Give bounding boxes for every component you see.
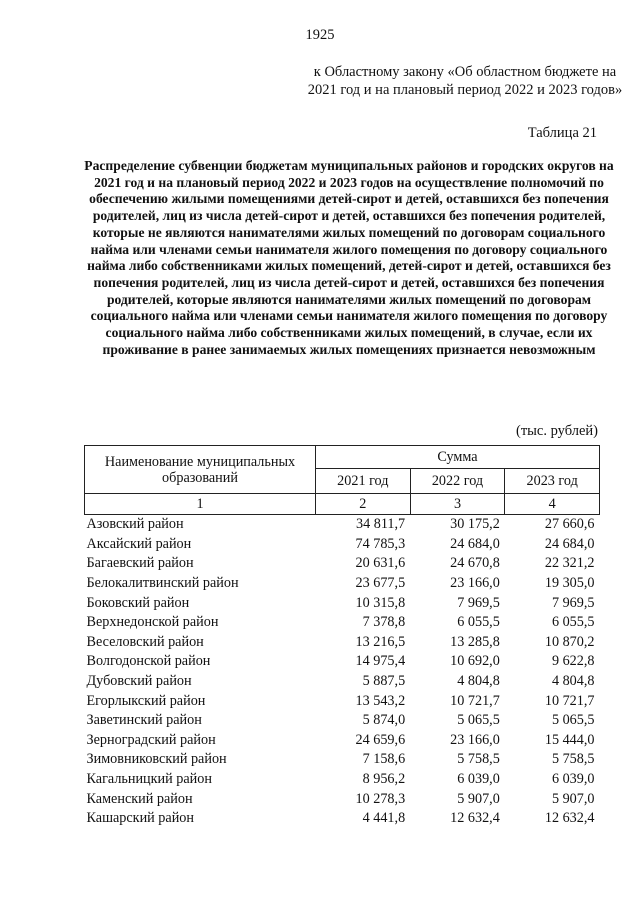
municipality-name: Кашарский район: [86, 810, 194, 827]
municipality-name: Дубовский район: [86, 673, 192, 690]
value-2022: 24 684,0: [450, 535, 500, 552]
value-2021: 20 631,6: [355, 555, 406, 572]
value-2023: 7 969,5: [551, 594, 595, 611]
value-2021: 10 278,3: [355, 790, 406, 807]
value-2023: 6 055,5: [551, 614, 595, 631]
value-2023: 4 804,8: [551, 673, 595, 690]
value-2021: 13 543,2: [355, 692, 406, 709]
municipality-name: Егорлыкский район: [86, 692, 206, 709]
header-year-2022: 2022 год: [410, 469, 505, 494]
value-2021: 13 216,5: [355, 633, 406, 650]
table-row: [85, 672, 600, 692]
value-2023: 15 444,0: [544, 731, 595, 748]
municipality-name: Веселовский район: [86, 633, 204, 650]
value-2023: 10 721,7: [544, 692, 595, 709]
table-row: [85, 652, 600, 672]
table-row: [85, 691, 600, 711]
table-row: [85, 613, 600, 633]
value-2021: 74 785,3: [355, 535, 406, 552]
municipality-name: Верхнедонской район: [86, 614, 219, 631]
table-row: [85, 574, 600, 594]
table-row: [85, 515, 600, 535]
municipality-name: Кагальницкий район: [86, 771, 212, 788]
table-label: Таблица 21: [527, 125, 597, 141]
table-row: [85, 750, 600, 770]
value-2023: 24 684,0: [544, 535, 595, 552]
column-number: 4: [505, 494, 600, 515]
table-row: [85, 770, 600, 790]
municipality-name: Багаевский район: [86, 555, 194, 572]
value-2021: 14 975,4: [355, 653, 406, 670]
municipality-name: Волгодонской район: [86, 653, 211, 670]
value-2023: 5 065,5: [551, 712, 595, 729]
value-2021: 24 659,6: [355, 731, 406, 748]
units-label: (тыс. рублей): [516, 423, 598, 439]
value-2022: 5 065,5: [457, 712, 500, 729]
value-2023: 9 622,8: [551, 653, 595, 670]
header-name: Наименование муниципальных образований: [85, 446, 316, 494]
value-2023: 10 870,2: [544, 633, 595, 650]
value-2023: 5 907,0: [551, 790, 595, 807]
value-2022: 6 055,5: [457, 614, 500, 631]
table-row: [85, 633, 600, 653]
table-row: [85, 535, 600, 555]
subvention-table: [84, 445, 600, 829]
table-row: [85, 554, 600, 574]
page-number: 1925: [305, 27, 335, 43]
document-title: Распределение субвенции бюджетам муниципальных районов и городских округов на 2021 год и на плановый период 2022 и 2023 годов на осуществление полномочий по обеспечению жилыми помещениями детей-сирот и детей, оставшихся без попечения родителей, лиц из числа детей-сирот и детей, оставшихся без попечения родителей, которые не являются нанимателями жилых помещений по договорам социального найма или членами семьи нанимателя жилого помещения по договору социального найма либо собственниками жилых помещений, детей-сирот и детей, оставшихся без попечения родителей, лиц из числа детей-сирот и детей, оставшихся без попечения родителей, которые являются нанимателями жилых помещений по договорам социального найма или членами семьи нанимателя жилого помещения по договору социального найма либо собственниками жилых помещений, в случае, если их проживание в ранее занимаемых жилых помещениях признается невозможным: [84, 158, 614, 357]
municipality-name: Боковский район: [86, 594, 190, 611]
value-2023: 5 758,5: [551, 751, 595, 768]
value-2021: 7 158,6: [362, 751, 406, 768]
value-2022: 6 039,0: [457, 771, 500, 788]
value-2022: 23 166,0: [450, 575, 500, 592]
value-2021: 10 315,8: [355, 594, 406, 611]
value-2022: 5 758,5: [457, 751, 500, 768]
municipality-name: Зимовниковский район: [86, 751, 227, 768]
header-year-2023: 2023 год: [505, 469, 600, 494]
table-row: [85, 711, 600, 731]
column-number: 3: [410, 494, 505, 515]
column-number: 1: [85, 494, 316, 515]
value-2022: 10 692,0: [450, 653, 500, 670]
value-2021: 5 874,0: [362, 712, 406, 729]
law-reference: к Областному закону «Об областном бюджете на 2021 год и на плановый период 2022 и 2023 годов»: [307, 64, 623, 98]
table-row: [85, 731, 600, 751]
value-2022: 23 166,0: [450, 731, 500, 748]
municipality-name: Заветинский район: [86, 712, 202, 729]
municipality-name: Каменский район: [86, 790, 193, 807]
value-2022: 10 721,7: [450, 692, 500, 709]
value-2021: 34 811,7: [356, 516, 406, 533]
value-2021: 7 378,8: [362, 614, 406, 631]
value-2021: 5 887,5: [362, 673, 406, 690]
table-row: [85, 809, 600, 829]
table-body: [85, 515, 600, 829]
municipality-name: Зерноградский район: [86, 731, 216, 748]
value-2023: 6 039,0: [551, 771, 595, 788]
municipality-name: Аксайский район: [86, 535, 192, 552]
municipality-name: Белокалитвинский район: [86, 575, 239, 592]
table-row: [85, 789, 600, 809]
value-2021: 23 677,5: [355, 575, 406, 592]
value-2022: 12 632,4: [450, 810, 500, 827]
value-2022: 5 907,0: [457, 790, 500, 807]
value-2023: 19 305,0: [544, 575, 595, 592]
header-year-2021: 2021 год: [316, 469, 411, 494]
value-2023: 27 660,6: [544, 516, 595, 533]
value-2023: 12 632,4: [544, 810, 595, 827]
value-2023: 22 321,2: [544, 555, 595, 572]
value-2022: 30 175,2: [450, 516, 500, 533]
header-sum: Сумма: [316, 446, 600, 469]
value-2022: 7 969,5: [457, 594, 500, 611]
value-2022: 13 285,8: [450, 633, 500, 650]
value-2021: 8 956,2: [362, 771, 406, 788]
value-2022: 24 670,8: [450, 555, 500, 572]
municipality-name: Азовский район: [86, 516, 184, 533]
column-number: 2: [316, 494, 411, 515]
value-2022: 4 804,8: [457, 673, 500, 690]
value-2021: 4 441,8: [362, 810, 406, 827]
table-row: [85, 593, 600, 613]
